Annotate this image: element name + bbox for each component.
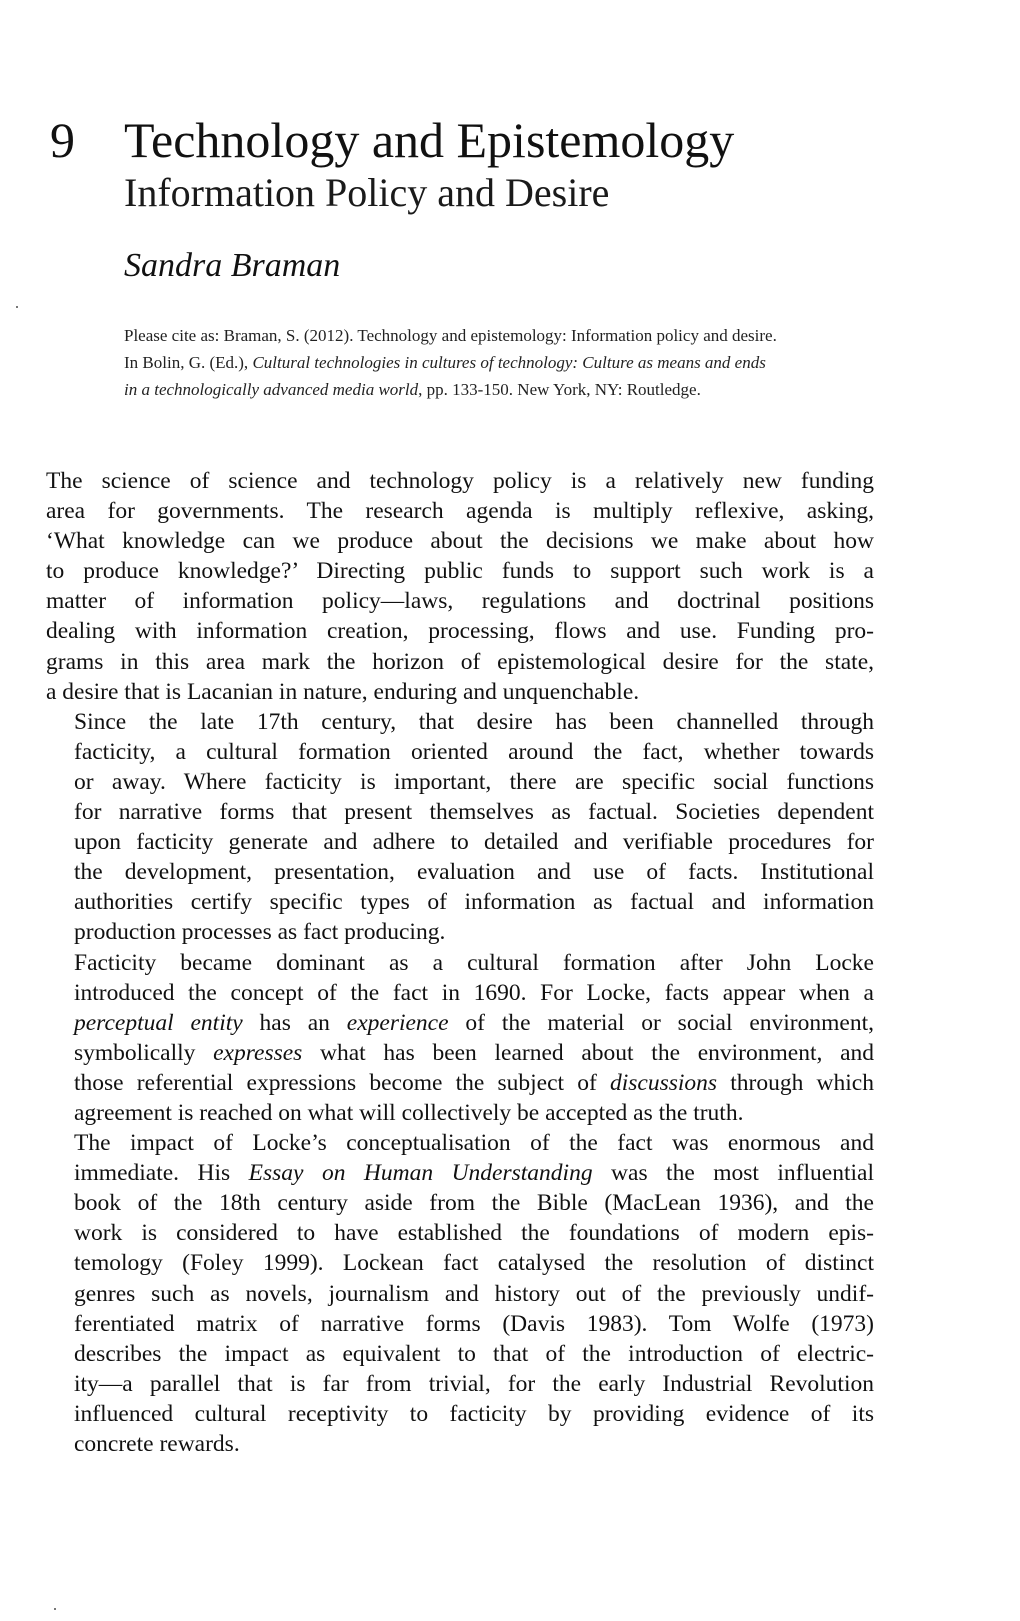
text-run: area for governments. The research agenda is multiply reflexive, asking, bbox=[46, 498, 874, 525]
text-run: book of the 18th century aside from the Bible (MacLean 1936), and the bbox=[74, 1190, 874, 1217]
text-run: ferentiated matrix of narrative forms (Davis 1983). Tom Wolfe (1973) bbox=[74, 1310, 874, 1337]
text-line bbox=[46, 647, 874, 677]
text-run: agreement is reached on what will collectively be accepted as the truth. bbox=[74, 1099, 744, 1126]
text-line bbox=[46, 1339, 874, 1369]
text-run: of the material or social environment, bbox=[448, 1009, 875, 1036]
text-line bbox=[46, 707, 874, 737]
text-run: The science of science and technology policy is a relatively new funding bbox=[46, 468, 874, 494]
text-run: to produce knowledge?’ Directing public funds to support such work is a bbox=[46, 558, 874, 585]
chapter-subtitle: Information Policy and Desire bbox=[124, 170, 610, 215]
text-line bbox=[46, 917, 874, 947]
text-run: grams in this area mark the horizon of epistemological desire for the state, bbox=[46, 648, 874, 675]
text-run: dealing with information creation, processing, flows and use. Funding pro- bbox=[46, 618, 874, 645]
citation-line bbox=[124, 349, 844, 376]
text-run: temology (Foley 1999). Lockean fact catalysed the resolution of distinct bbox=[74, 1250, 874, 1277]
text-run: for narrative forms that present themselves as factual. Societies dependent bbox=[74, 799, 874, 826]
text-run: In Bolin, G. (Ed.), bbox=[124, 353, 253, 372]
italic-run: Essay on Human Understanding bbox=[248, 1160, 593, 1187]
text-run: Since the late 17th century, that desire has been channelled through bbox=[74, 708, 874, 735]
chapter-number: 9 bbox=[50, 112, 75, 168]
text-line bbox=[46, 1309, 874, 1339]
text-run: was the most influential bbox=[592, 1160, 874, 1187]
italic-run: perceptual entity bbox=[74, 1009, 243, 1036]
text-run: a desire that is Lacanian in nature, enduring and unquenchable. bbox=[46, 678, 640, 705]
text-run: The impact of Locke’s conceptualisation of the fact was enormous and bbox=[74, 1130, 874, 1157]
text-run: immediate. His bbox=[74, 1160, 249, 1187]
chapter-title: Technology and Epistemology bbox=[124, 112, 735, 168]
text-line bbox=[46, 948, 874, 978]
italic-run: in a technologically advanced media world bbox=[124, 380, 419, 399]
text-line bbox=[46, 978, 874, 1008]
text-run: through which bbox=[717, 1069, 874, 1096]
text-run: what has been learned about the environment, and bbox=[302, 1039, 875, 1066]
text-run: or away. Where facticity is important, there are specific social functions bbox=[74, 768, 874, 795]
text-line bbox=[46, 1008, 874, 1038]
text-line bbox=[46, 857, 874, 887]
text-line bbox=[46, 526, 874, 556]
text-line bbox=[46, 466, 874, 496]
text-run: authorities certify specific types of information as factual and information bbox=[74, 889, 874, 916]
italic-run: Cultural technologies in cultures of technology: Culture as means and ends bbox=[252, 353, 766, 372]
text-line bbox=[46, 1429, 874, 1459]
text-run: describes the impact as equivalent to that of the introduction of electric- bbox=[74, 1340, 874, 1367]
text-run: facticity, a cultural formation oriented around the fact, whether towards bbox=[74, 738, 874, 765]
paragraph bbox=[46, 466, 874, 707]
text-line bbox=[46, 797, 874, 827]
italic-run: experience bbox=[346, 1009, 449, 1036]
citation-note bbox=[124, 322, 844, 403]
text-line bbox=[46, 677, 874, 707]
text-line bbox=[46, 827, 874, 857]
text-line bbox=[46, 1248, 874, 1278]
text-line bbox=[46, 1128, 874, 1158]
text-line bbox=[46, 586, 874, 616]
text-line bbox=[46, 1098, 874, 1128]
author-name: Sandra Braman bbox=[124, 247, 341, 284]
text-run: , pp. 133-150. New York, NY: Routledge. bbox=[418, 380, 701, 399]
text-run: Please cite as: Braman, S. (2012). Technology and epistemology: Information policy and desire. bbox=[124, 326, 777, 345]
text-line bbox=[46, 1279, 874, 1309]
citation-line bbox=[124, 322, 844, 349]
paragraph bbox=[46, 707, 874, 948]
text-run: work is considered to have established the foundations of modern epis- bbox=[74, 1220, 874, 1247]
text-run: matter of information policy—laws, regulations and doctrinal positions bbox=[46, 588, 874, 615]
body-text bbox=[46, 466, 874, 1459]
text-run: the development, presentation, evaluation and use of facts. Institutional bbox=[74, 859, 874, 886]
text-line bbox=[46, 767, 874, 797]
italic-run: expresses bbox=[213, 1039, 303, 1066]
text-line bbox=[46, 496, 874, 526]
text-line bbox=[46, 616, 874, 646]
text-run: ity—a parallel that is far from trivial, for the early Industrial Revolution bbox=[74, 1370, 874, 1397]
text-run: upon facticity generate and adhere to detailed and verifiable procedures for bbox=[74, 829, 874, 856]
text-line bbox=[46, 887, 874, 917]
text-run: influenced cultural receptivity to facticity by providing evidence of its bbox=[74, 1400, 874, 1427]
text-line bbox=[46, 1158, 874, 1188]
text-line bbox=[46, 1218, 874, 1248]
text-run: genres such as novels, journalism and history out of the previously undif- bbox=[74, 1280, 874, 1307]
text-line bbox=[46, 1369, 874, 1399]
text-line bbox=[46, 1188, 874, 1218]
text-run: has an bbox=[242, 1009, 347, 1036]
text-line bbox=[46, 1068, 874, 1098]
text-line bbox=[46, 1399, 874, 1429]
scan-speck bbox=[54, 1608, 56, 1610]
paragraph bbox=[46, 948, 874, 1129]
text-run: concrete rewards. bbox=[74, 1431, 240, 1457]
text-line bbox=[46, 556, 874, 586]
text-line bbox=[46, 1038, 874, 1068]
text-run: those referential expressions become the subject of bbox=[74, 1069, 610, 1096]
text-run: production processes as fact producing. bbox=[74, 919, 446, 946]
text-run: ‘What knowledge can we produce about the decisions we make about how bbox=[46, 528, 874, 555]
text-run: Facticity became dominant as a cultural formation after John Locke bbox=[74, 949, 874, 976]
paragraph bbox=[46, 1128, 874, 1459]
citation-line bbox=[124, 376, 844, 403]
text-run: introduced the concept of the fact in 1690. For Locke, facts appear when a bbox=[74, 979, 874, 1006]
text-run: symbolically bbox=[74, 1039, 214, 1066]
text-line bbox=[46, 737, 874, 767]
scan-speck bbox=[16, 306, 18, 308]
italic-run: discussions bbox=[610, 1069, 718, 1096]
